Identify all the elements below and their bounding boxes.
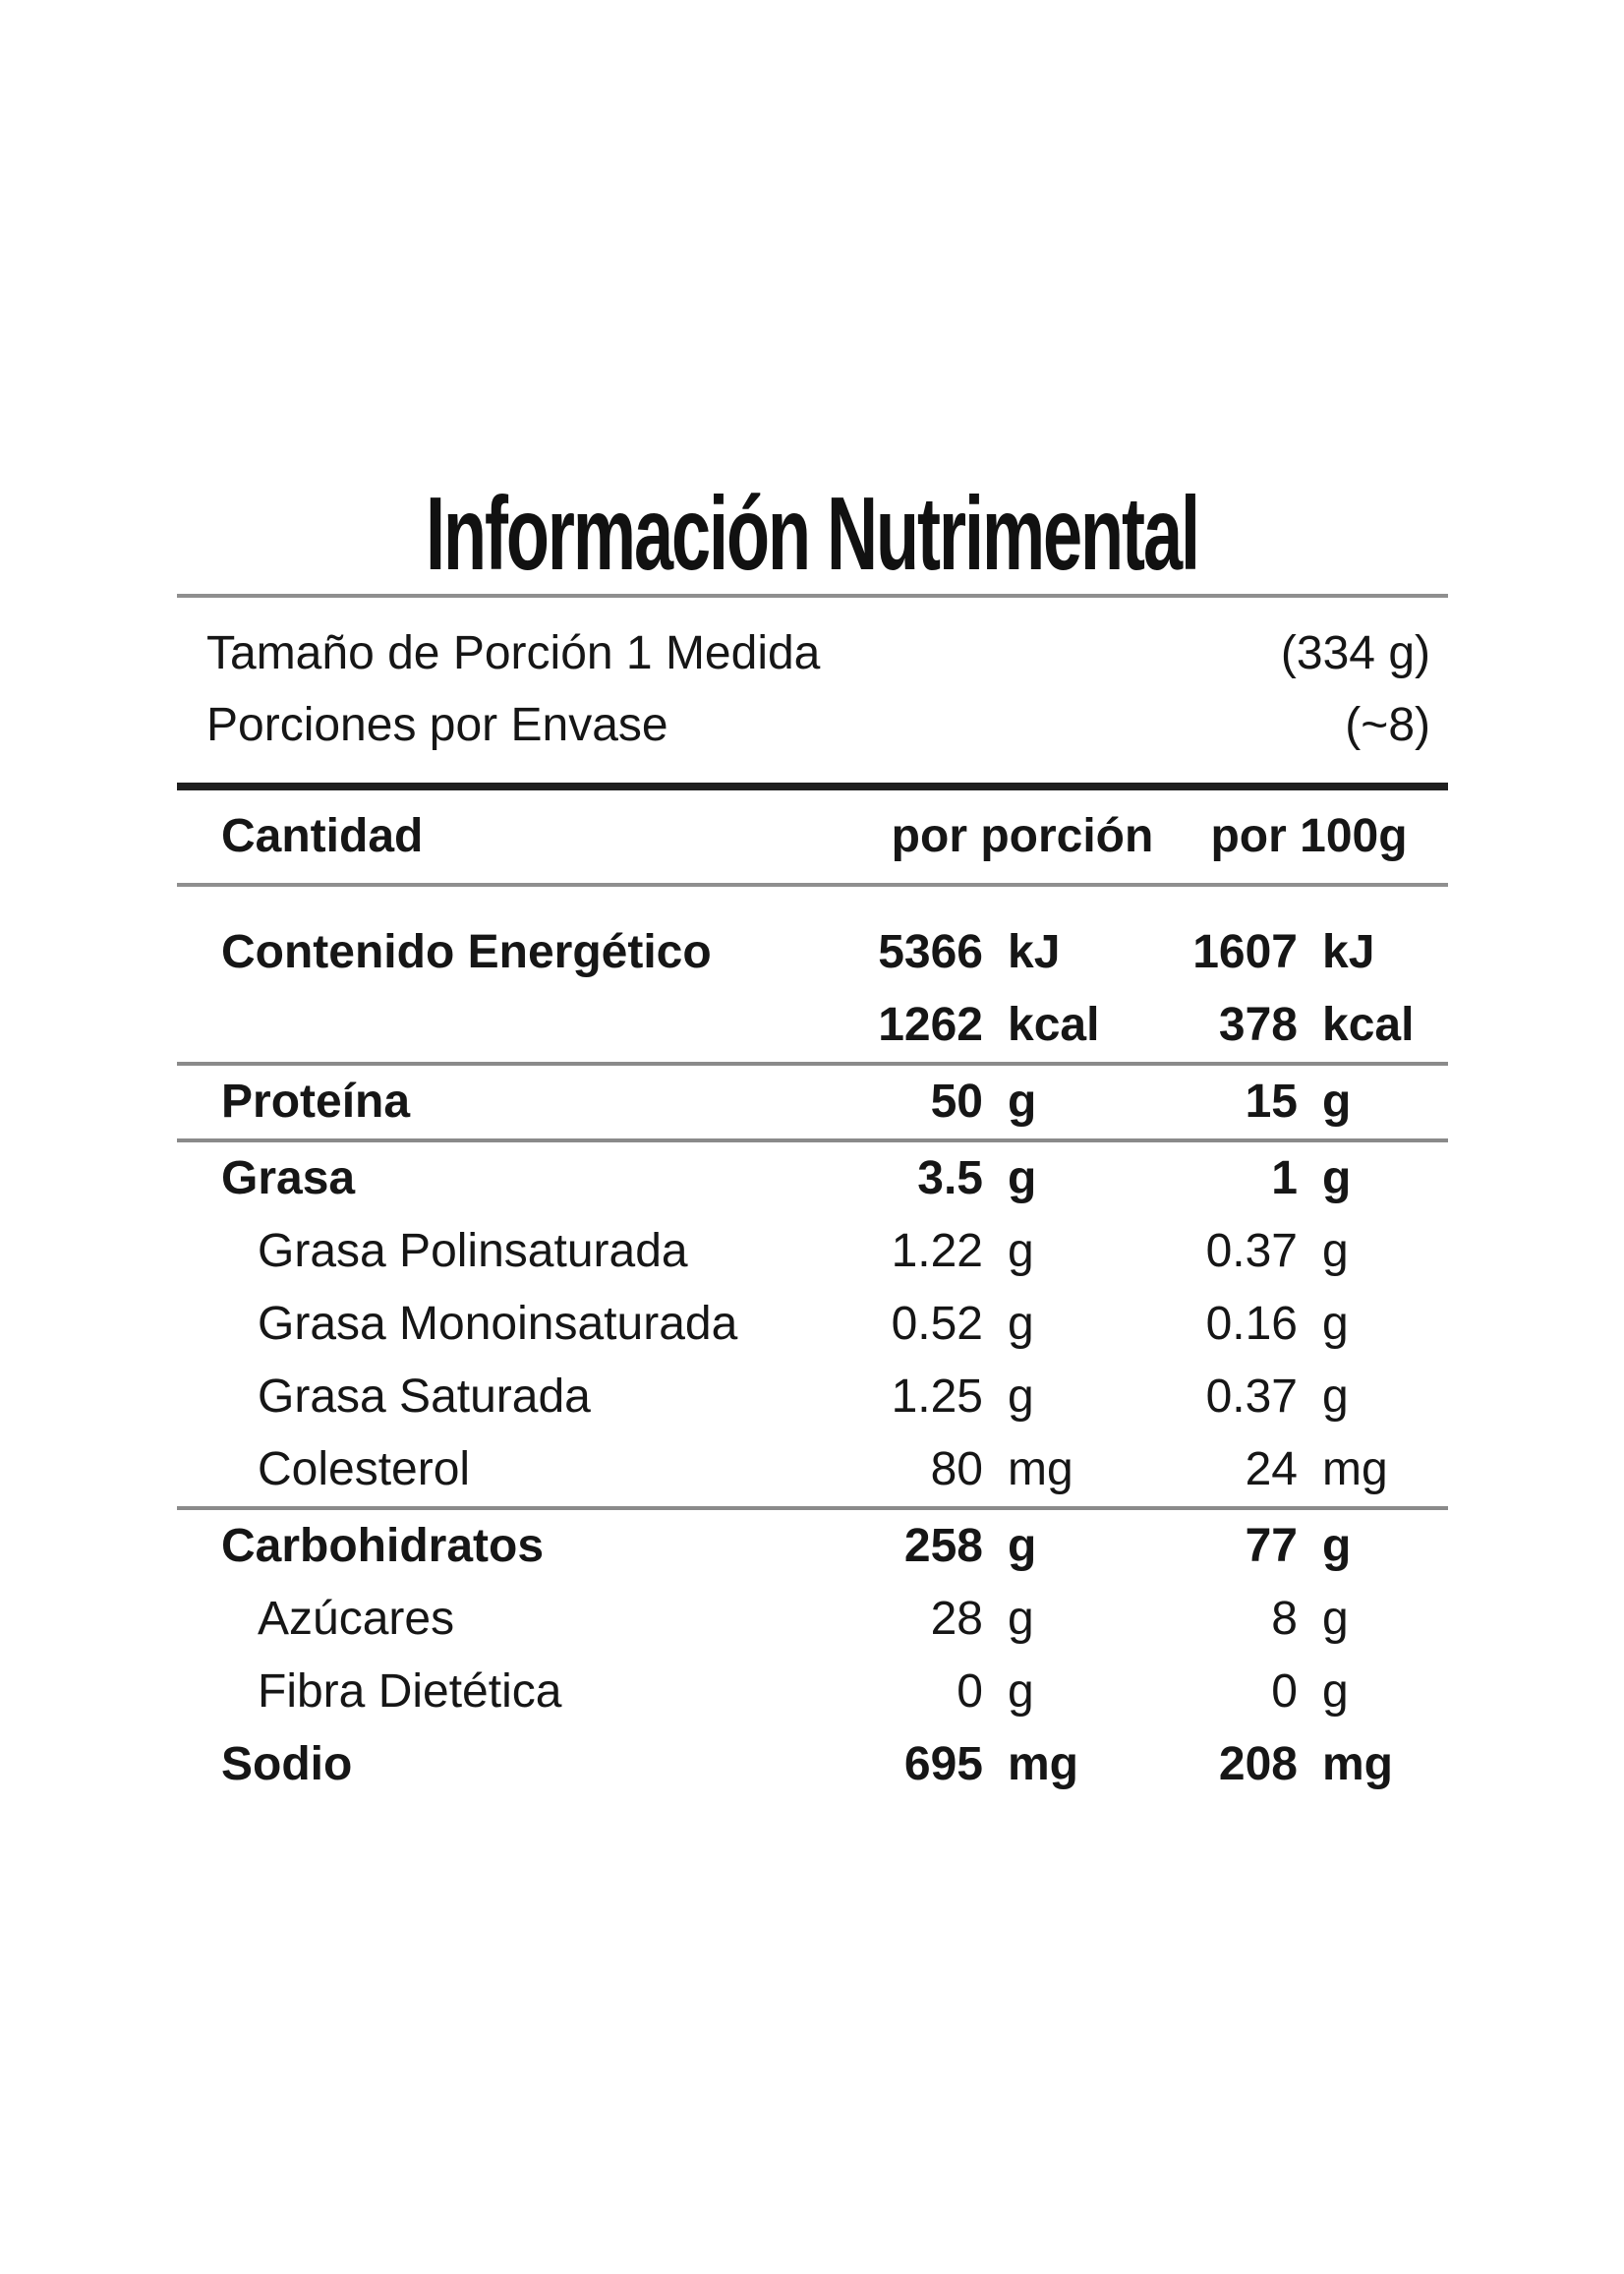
serving-size-value: (334 g) (1280, 627, 1430, 679)
value-per-serving: 695 (903, 1738, 983, 1790)
nutrient-row (177, 1583, 1448, 1656)
panel-title: Información Nutrimental (426, 476, 1199, 592)
value-per-100g: 0.37 (1205, 1225, 1298, 1277)
nutrient-row (177, 1361, 1448, 1433)
nutrient-row (177, 1215, 1448, 1288)
unit-per-serving: kJ (1008, 926, 1061, 978)
unit-per-100g: kcal (1322, 999, 1415, 1051)
servings-per-container-row (177, 689, 1448, 761)
nutrient-name: Colesterol (258, 1443, 471, 1495)
serving-info-section (177, 598, 1448, 761)
nutrient-name: Grasa (221, 1152, 356, 1204)
unit-per-serving: g (1008, 1520, 1037, 1572)
servings-per-container-label: Porciones por Envase (206, 699, 668, 751)
value-per-100g: 208 (1218, 1738, 1298, 1790)
nutrient-row (177, 989, 1448, 1062)
value-per-serving: 5366 (878, 926, 983, 978)
value-per-serving: 0.52 (891, 1298, 983, 1350)
unit-per-100g: kJ (1322, 926, 1375, 978)
nutrient-name: Grasa Polinsaturada (258, 1225, 688, 1277)
value-per-serving: 28 (930, 1593, 983, 1645)
nutrient-name: Carbohidratos (221, 1520, 545, 1572)
nutrient-row (177, 1066, 1448, 1138)
value-per-serving: 3.5 (917, 1152, 983, 1204)
value-per-100g: 378 (1218, 999, 1298, 1051)
value-per-serving: 1.22 (891, 1225, 983, 1277)
unit-per-serving: g (1008, 1593, 1034, 1645)
nutrient-name: Grasa Saturada (258, 1370, 591, 1423)
nutrient-row (177, 1510, 1448, 1583)
unit-per-100g: g (1322, 1152, 1352, 1204)
column-header-per-100g: por 100g (1210, 810, 1408, 862)
serving-size-label: Tamaño de Porción 1 Medida (206, 627, 821, 679)
value-per-serving: 258 (903, 1520, 983, 1572)
column-header-amount: Cantidad (221, 810, 424, 862)
nutrient-name: Contenido Energético (221, 926, 712, 978)
nutrient-row (177, 1288, 1448, 1361)
nutrient-name (177, 989, 816, 1062)
servings-per-container-value: (~8) (1345, 699, 1430, 751)
unit-per-100g: g (1322, 1298, 1349, 1350)
value-per-100g: 0 (1271, 1665, 1298, 1718)
value-per-100g: 1607 (1192, 926, 1298, 978)
value-per-100g: 77 (1245, 1520, 1298, 1572)
unit-per-serving: g (1008, 1225, 1034, 1277)
unit-per-100g: mg (1322, 1443, 1388, 1495)
value-per-100g: 24 (1245, 1443, 1298, 1495)
value-per-100g: 15 (1245, 1076, 1298, 1128)
nutrient-name: Sodio (221, 1738, 353, 1790)
unit-per-100g: g (1322, 1225, 1349, 1277)
unit-per-serving: kcal (1008, 999, 1100, 1051)
unit-per-100g: g (1322, 1076, 1352, 1128)
nutrient-row (177, 916, 1448, 989)
unit-per-100g: g (1322, 1593, 1349, 1645)
value-per-100g: 1 (1271, 1152, 1298, 1204)
unit-per-100g: g (1322, 1370, 1349, 1423)
nutrient-row (177, 1433, 1448, 1506)
nutrient-row (177, 1728, 1448, 1801)
panel-title-wrap (177, 476, 1448, 594)
value-per-serving: 50 (930, 1076, 983, 1128)
unit-per-serving: g (1008, 1152, 1037, 1204)
header-top-rule (177, 783, 1448, 790)
unit-per-serving: g (1008, 1076, 1037, 1128)
table-header-row (177, 790, 1448, 883)
value-per-100g: 0.16 (1205, 1298, 1298, 1350)
unit-per-100g: g (1322, 1665, 1349, 1718)
unit-per-100g: mg (1322, 1738, 1393, 1790)
nutrient-row (177, 1656, 1448, 1728)
value-per-serving: 1.25 (891, 1370, 983, 1423)
unit-per-serving: g (1008, 1370, 1034, 1423)
nutrient-name: Azúcares (258, 1593, 455, 1645)
unit-per-serving: mg (1008, 1738, 1078, 1790)
value-per-serving: 0 (957, 1665, 983, 1718)
unit-per-serving: g (1008, 1665, 1034, 1718)
value-per-serving: 80 (930, 1443, 983, 1495)
nutrient-name: Fibra Dietética (258, 1665, 562, 1718)
value-per-100g: 8 (1271, 1593, 1298, 1645)
serving-size-row (177, 617, 1448, 689)
value-per-serving: 1262 (878, 999, 983, 1051)
column-header-per-serving: por porción (891, 810, 1154, 862)
unit-per-serving: g (1008, 1298, 1034, 1350)
nutrient-name: Proteína (221, 1076, 411, 1128)
unit-per-serving: mg (1008, 1443, 1073, 1495)
nutrient-row (177, 1142, 1448, 1215)
nutrient-rows-container (177, 887, 1448, 1821)
nutrition-facts-panel (177, 476, 1448, 1821)
value-per-100g: 0.37 (1205, 1370, 1298, 1423)
unit-per-100g: g (1322, 1520, 1352, 1572)
nutrient-name: Grasa Monoinsaturada (258, 1298, 738, 1350)
